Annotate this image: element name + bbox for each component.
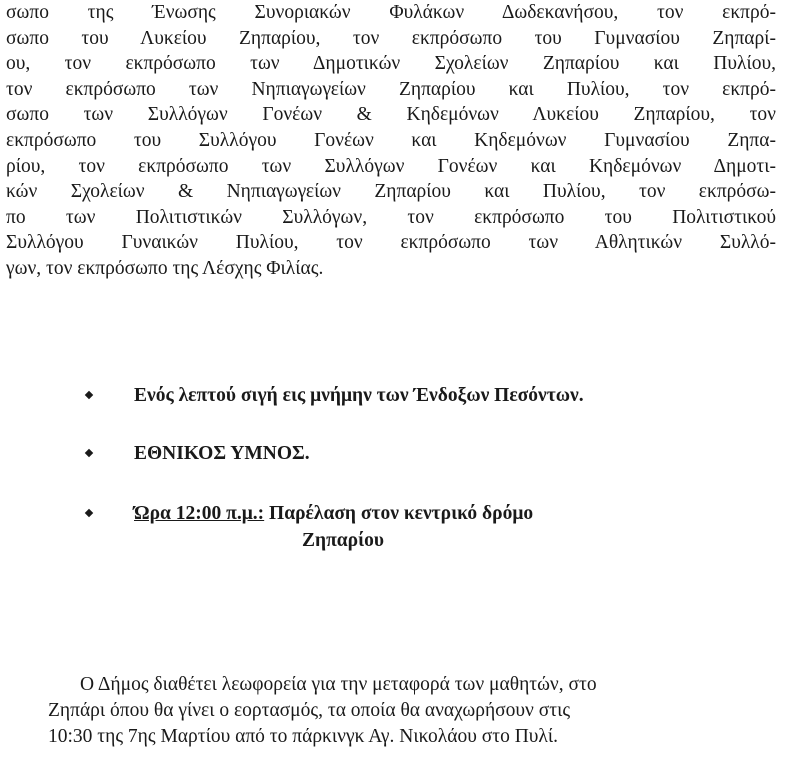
paragraph-line: πο των Πολιτιστικών Συλλόγων, τον εκπρόσωπο του Πολιτιστικού: [6, 206, 776, 228]
paragraph-line: Ζηπάρι όπου θα γίνει ο εορτασμός, τα οποία θα αναχωρήσουν στις: [48, 700, 571, 721]
paragraph-line: κών Σχολείων & Νηπιαγωγείων Ζηπαρίου και Πυλίου, τον εκπρόσω-: [6, 181, 776, 203]
list-item-text: Ενός λεπτού σιγή εις μνήμην των Ένδοξων Πεσόντων.: [134, 385, 584, 406]
list-item-text: ΕΘΝΙΚΟΣ ΥΜΝΟΣ.: [134, 443, 310, 464]
paragraph-line: γων, τον εκπρόσωπο της Λέσχης Φιλίας.: [6, 257, 324, 279]
paragraph-line: σωπο του Λυκείου Ζηπαρίου, τον εκπρόσωπο του Γυμνασίου Ζηπαρί-: [6, 27, 776, 49]
parade-description: Παρέλαση στον κεντρικό δρόμο: [264, 503, 534, 524]
parade-location: Ζηπαρίου: [302, 530, 384, 551]
parade-time: Ώρα 12:00 π.μ.:: [134, 503, 265, 524]
list-item-text: [134, 500, 533, 527]
diamond-bullet-icon: [85, 509, 93, 517]
paragraph-line: Συλλόγου Γυναικών Πυλίου, τον εκπρόσωπο των Αθλητικών Συλλό-: [6, 232, 776, 254]
diamond-bullet-icon: [85, 391, 93, 399]
participants-paragraph: [6, 0, 776, 282]
diamond-bullet-icon: [85, 449, 93, 457]
paragraph-line: 10:30 της 7ης Μαρτίου από το πάρκινγκ Αγ. Νικολάου στο Πυλί.: [48, 726, 559, 747]
paragraph-line: εκπρόσωπο του Συλλόγου Γονέων και Κηδεμόνων Γυμνασίου Ζηπα-: [6, 129, 776, 151]
paragraph-line: σωπο των Συλλόγων Γονέων & Κηδεμόνων Λυκείου Ζηπαρίου, τον: [6, 104, 776, 126]
paragraph-line: ου, τον εκπρόσωπο των Δημοτικών Σχολείων Ζηπαρίου και Πυλίου,: [6, 53, 776, 75]
transport-paragraph: [48, 672, 778, 750]
paragraph-line: Ο Δήμος διαθέτει λεωφορεία για την μεταφορά των μαθητών, στο: [80, 674, 597, 695]
paragraph-line: τον εκπρόσωπο των Νηπιαγωγείων Ζηπαρίου και Πυλίου, τον εκπρό-: [6, 78, 776, 100]
paragraph-line: σωπο της Ένωσης Συνοριακών Φυλάκων Δωδεκανήσου, τον εκπρό-: [6, 2, 776, 23]
paragraph-line: ρίου, τον εκπρόσωπο των Συλλόγων Γονέων και Κηδεμόνων Δημοτι-: [6, 155, 776, 177]
